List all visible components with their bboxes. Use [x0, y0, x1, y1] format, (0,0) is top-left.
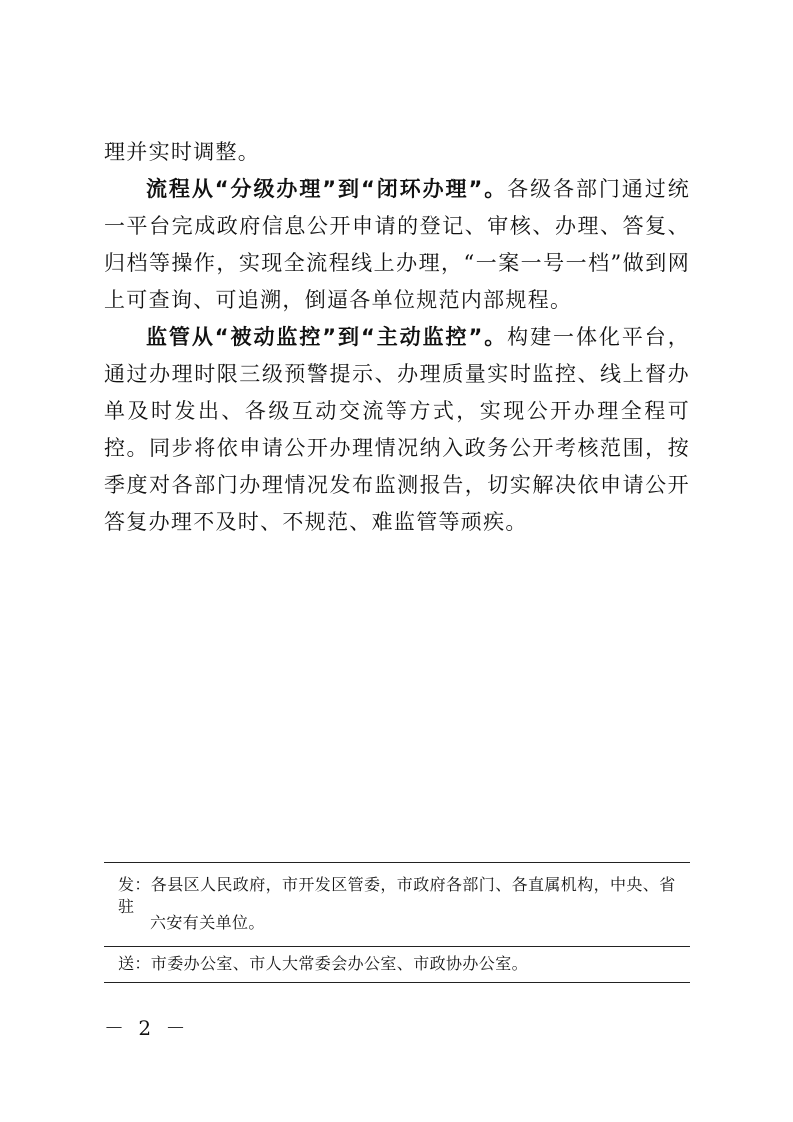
- send-to-continuation: 六安有关单位。: [150, 913, 265, 932]
- body-text: [104, 134, 690, 541]
- page-number: － 2 －: [104, 1016, 190, 1040]
- paragraph-text-process: 各级各部门通过统一平台完成政府信息公开申请的登记、审核、办理、答复、归档等操作，实现全流程线上办理，“一案一号一档”做到网上可查询、可追溯，倒逼各单位规范内部规程。: [104, 177, 690, 312]
- top-divider: [104, 862, 690, 863]
- paragraph-process: [104, 171, 690, 319]
- paragraph-heading-supervision: 监管从“被动监控”到“主动监控”。: [146, 325, 508, 349]
- paragraph-supervision: [104, 319, 690, 541]
- paragraph-text-supervision: 构建一体化平台，通过办理时限三级预警提示、办理质量实时监控、线上督办单及时发出、各级互动交流等方式，实现公开办理全程可控。同步将依申请公开办理情况纳入政务公开考核范围，按季度对各部门办理情况发布监测报告，切实解决依申请公开答复办理不及时、不规范、难监管等顽疾。: [104, 325, 690, 534]
- copy-to-line: 送：市委办公室、市人大常委会办公室、市政协办公室。: [118, 954, 529, 973]
- paragraph-continuation: 理并实时调整。: [104, 140, 261, 164]
- middle-divider: [104, 946, 690, 947]
- paragraph-heading-process: 流程从“分级办理”到“闭环办理”。: [146, 177, 508, 201]
- bottom-divider: [104, 982, 690, 983]
- send-to-line: 发：各县区人民政府，市开发区管委，市政府各部门、各直属机构，中央、省驻: [118, 875, 676, 916]
